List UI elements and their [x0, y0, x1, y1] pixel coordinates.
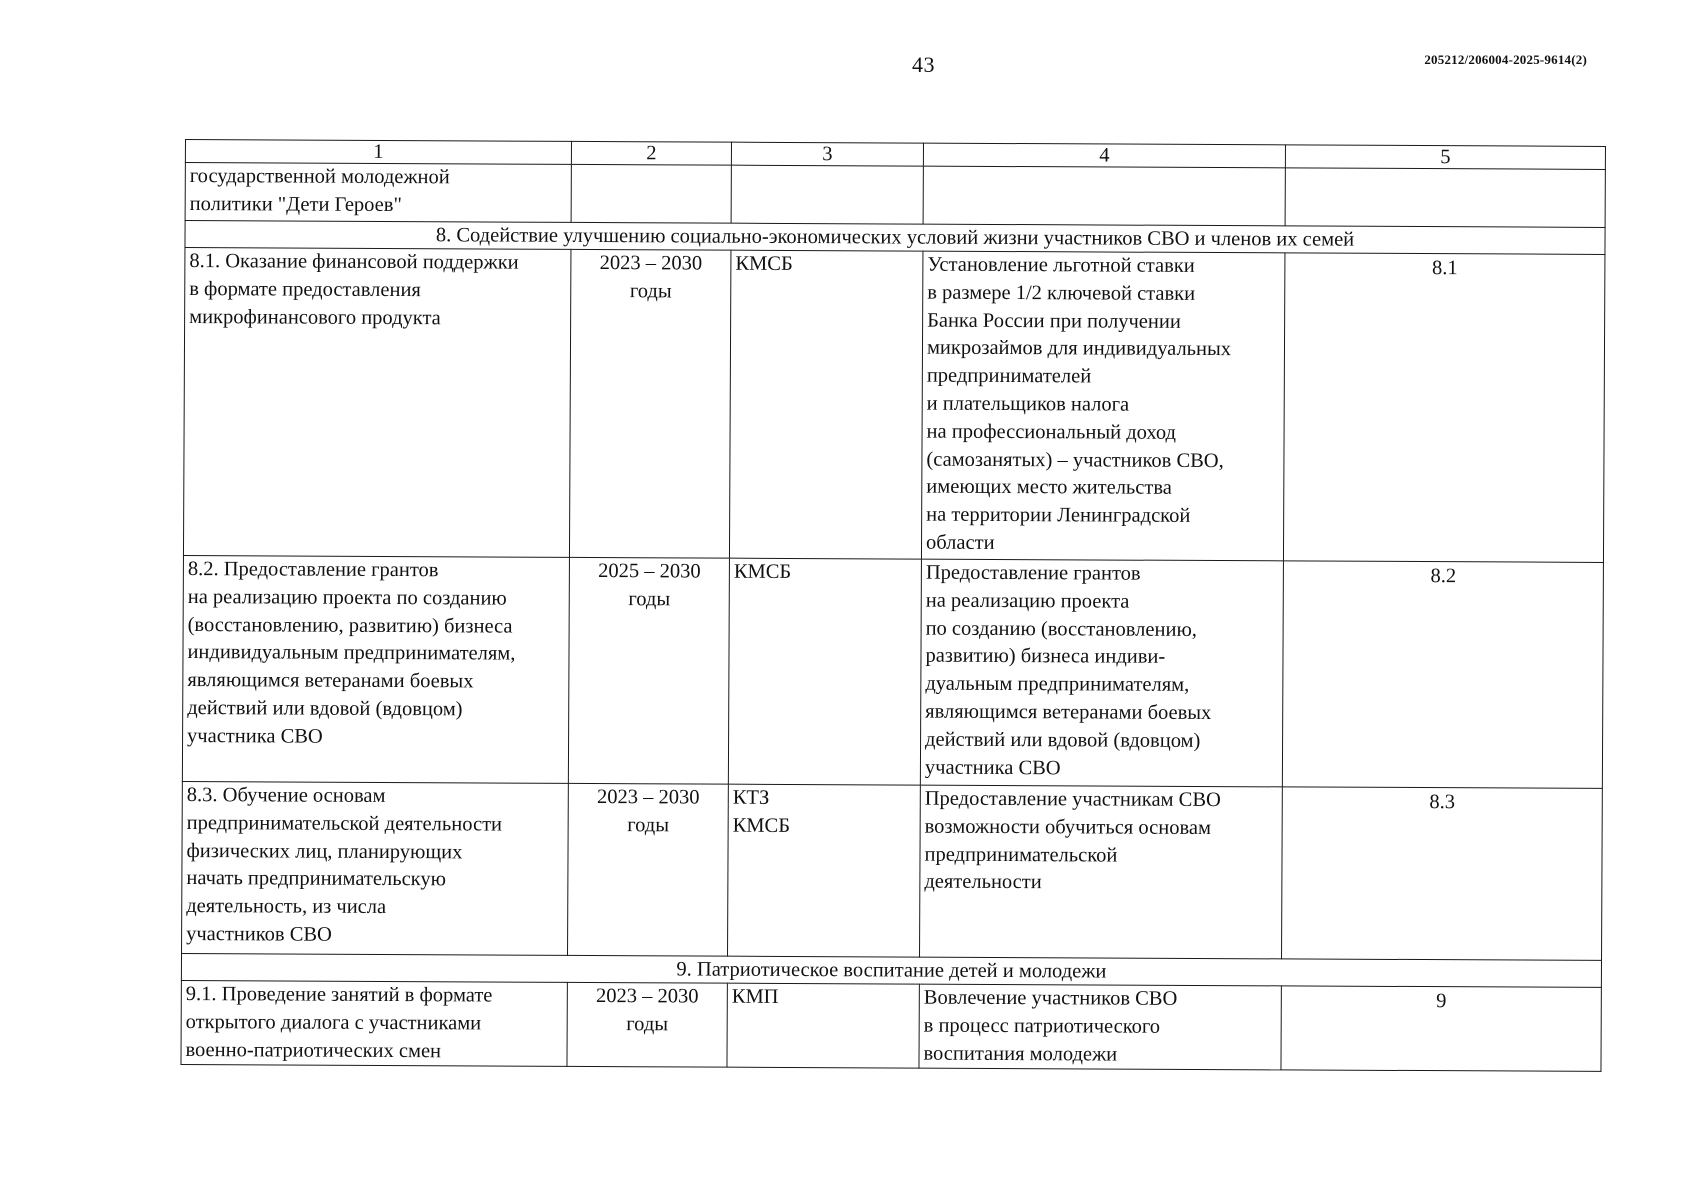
measures-table [180, 139, 1606, 1072]
measure-name: 8.1. Оказание финансовой поддержки в формате предоставления микрофинансового продукта [183, 248, 571, 558]
measure-result: Предоставление грантов на реализацию проекта по созданию (восстановлению, развитию) бизнеса индиви- дуальным предпринимателям, являющимся ветеранами боевых действий или вдовой (вдовцом) участника СВО [920, 559, 1283, 787]
measure-period: 2023 – 2030 годы [569, 249, 731, 558]
table-row [182, 555, 1603, 788]
section-title: 9. Патриотическое воспитание детей и молодежи [181, 953, 1601, 987]
measure-name: 8.3. Обучение основам предпринимательской деятельности физических лиц, планирующих начать предпринимательскую деятельность, из числа участников СВО [182, 781, 569, 955]
measure-executor: КМП [727, 983, 919, 1068]
measure-name: 8.2. Предоставление грантов на реализацию проекта по созданию (восстановлению, развитию) бизнеса индивидуальным предпринимателям, являющимся ветеранами боевых действий или вдовой (вдовцом) участника СВО [182, 555, 569, 783]
table-row [185, 163, 1605, 228]
measure-indicator [1285, 168, 1605, 228]
measure-name: 9.1. Проведение занятий в формате открытого диалога с участниками военно-патриотических смен [181, 980, 567, 1066]
measure-indicator: 8.1 [1283, 253, 1605, 563]
measure-executor: КМСБ [729, 250, 923, 559]
measure-period: 2023 – 2030 годы [567, 982, 727, 1067]
measure-period [571, 164, 731, 223]
measure-result: Вовлечение участников СВО в процесс патриотического воспитания молодежи [919, 984, 1281, 1070]
document-id: 205212/206004-2025-9614(2) [1424, 52, 1587, 67]
measure-result: Установление льготной ставки в размере 1/2 ключевой ставки Банка России при получении микрозаймов для индивидуальных предпринимателей и плательщиков налога на профессиональный доход (самозанятых) – участников СВО, имеющих место жительства на территории Ленинградской области [921, 251, 1285, 561]
measure-indicator: 8.3 [1282, 787, 1603, 961]
column-number: 4 [923, 143, 1285, 168]
measure-period: 2023 – 2030 годы [568, 783, 729, 956]
measure-result [923, 166, 1285, 226]
table-row [182, 781, 1603, 960]
measure-indicator: 8.2 [1282, 561, 1603, 789]
section-title: 8. Содействие улучшению социально-экономических условий жизни участников СВО и членов их семей [185, 221, 1605, 255]
measure-name: государственной молодежной политики "Дети Героев" [185, 163, 571, 223]
measure-executor: КТЗ КМСБ [728, 784, 921, 957]
table-row [183, 248, 1604, 563]
measure-executor: КМСБ [728, 558, 921, 785]
column-number: 1 [185, 140, 571, 165]
page-number: 43 [912, 52, 935, 77]
measure-result: Предоставление участникам СВО возможности обучиться основам предпринимательской деятельности [920, 785, 1283, 959]
column-number: 3 [731, 142, 923, 166]
measure-indicator: 9 [1281, 986, 1601, 1072]
column-number: 2 [571, 141, 731, 165]
measure-executor [731, 165, 923, 224]
column-number: 5 [1285, 145, 1605, 170]
table-row [181, 980, 1601, 1071]
measure-period: 2025 – 2030 годы [568, 557, 729, 784]
